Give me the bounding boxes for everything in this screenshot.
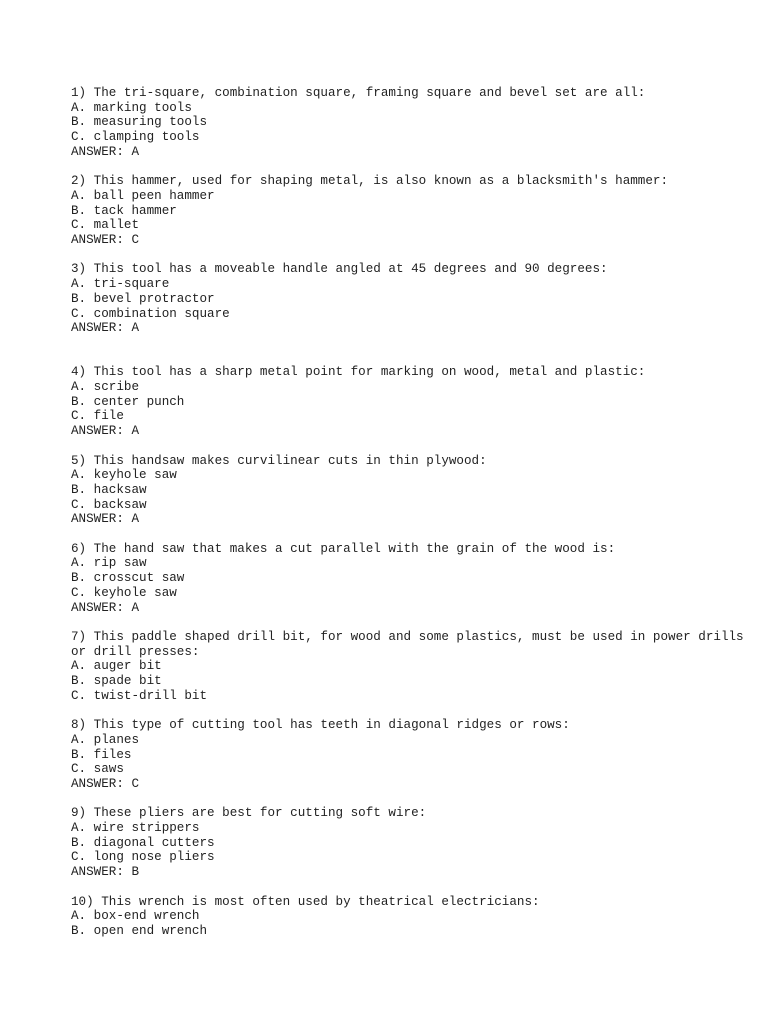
option-c: C. long nose pliers <box>71 850 215 865</box>
option-a: A. box-end wrench <box>71 909 200 924</box>
option-a: A. rip saw <box>71 556 147 571</box>
option-b: B. measuring tools <box>71 115 208 130</box>
option-b: B. hacksaw <box>71 482 147 497</box>
answer-line: ANSWER: A <box>71 424 140 439</box>
question-5 <box>71 454 751 528</box>
question-prompt: 1) The tri-square, combination square, framing square and bevel set are all: <box>71 86 646 100</box>
option-b: B. open end wrench <box>71 923 208 938</box>
quiz-document <box>71 86 751 953</box>
answer-line: ANSWER: B <box>71 865 140 880</box>
option-b: B. spade bit <box>71 674 162 689</box>
option-a: A. marking tools <box>71 100 192 115</box>
question-prompt: 10) This wrench is most often used by theatrical electricians: <box>71 894 540 909</box>
question-prompt: 6) The hand saw that makes a cut parallel with the grain of the wood is: <box>71 541 616 556</box>
option-a: A. keyhole saw <box>71 468 177 483</box>
question-4 <box>71 365 751 439</box>
option-c: C. mallet <box>71 218 140 233</box>
question-1 <box>71 86 751 160</box>
question-7 <box>71 630 751 704</box>
answer-line: ANSWER: A <box>71 144 140 159</box>
option-b: B. crosscut saw <box>71 571 185 586</box>
question-9 <box>71 806 751 880</box>
option-a: A. wire strippers <box>71 821 200 836</box>
question-3 <box>71 262 751 336</box>
question-8 <box>71 718 751 792</box>
option-a: A. scribe <box>71 380 140 395</box>
answer-line: ANSWER: A <box>71 321 140 336</box>
option-c: C. file <box>71 409 124 424</box>
option-b: B. bevel protractor <box>71 291 215 306</box>
answer-line: ANSWER: A <box>71 600 140 615</box>
option-b: B. tack hammer <box>71 203 177 218</box>
option-a: A. auger bit <box>71 659 162 674</box>
option-a: A. ball peen hammer <box>71 188 215 203</box>
question-prompt: 7) This paddle shaped drill bit, for wood and some plastics, must be used in power drills or drill presses: <box>71 629 752 659</box>
question-6 <box>71 542 751 616</box>
question-prompt: 2) This hammer, used for shaping metal, is also known as a blacksmith's hammer: <box>71 174 669 189</box>
option-c: C. clamping tools <box>71 130 200 145</box>
option-a: A. planes <box>71 732 140 747</box>
option-b: B. files <box>71 747 132 762</box>
option-c: C. backsaw <box>71 497 147 512</box>
option-b: B. center punch <box>71 394 185 409</box>
question-prompt: 8) This type of cutting tool has teeth in diagonal ridges or rows: <box>71 718 570 733</box>
question-prompt: 5) This handsaw makes curvilinear cuts in thin plywood: <box>71 453 487 468</box>
option-c: C. keyhole saw <box>71 585 177 600</box>
answer-line: ANSWER: A <box>71 512 140 527</box>
option-a: A. tri-square <box>71 277 170 292</box>
question-2 <box>71 174 751 248</box>
answer-line: ANSWER: C <box>71 233 140 248</box>
question-prompt: 9) These pliers are best for cutting soft wire: <box>71 806 427 821</box>
question-prompt: 3) This tool has a moveable handle angled at 45 degrees and 90 degrees: <box>71 262 608 277</box>
question-prompt: 4) This tool has a sharp metal point for marking on wood, metal and plastic: <box>71 365 646 380</box>
answer-line: ANSWER: C <box>71 776 140 791</box>
option-c: C. combination square <box>71 306 230 321</box>
question-10 <box>71 895 751 939</box>
option-c: C. saws <box>71 762 124 777</box>
option-b: B. diagonal cutters <box>71 835 215 850</box>
option-c: C. twist-drill bit <box>71 688 208 703</box>
